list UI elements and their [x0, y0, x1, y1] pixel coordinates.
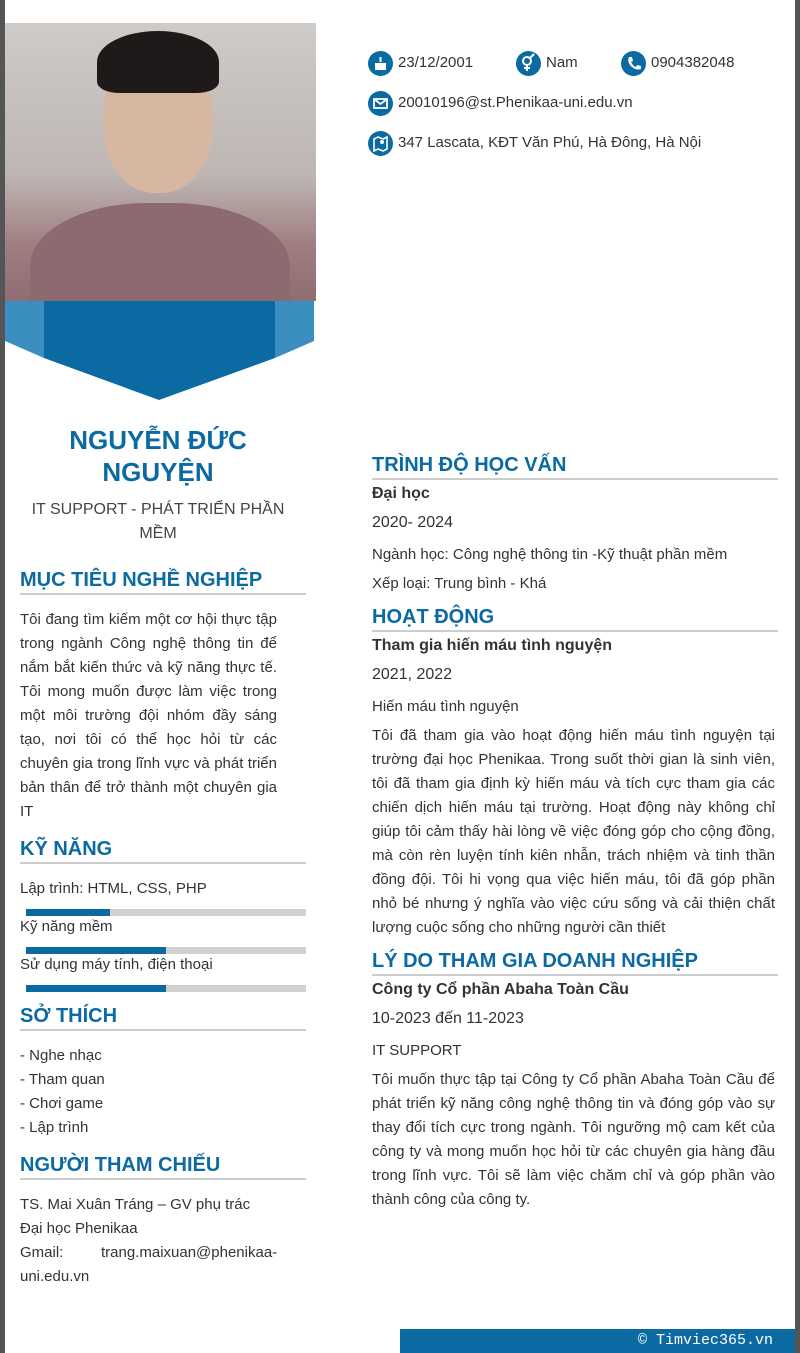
objective-text: Tôi đang tìm kiếm một cơ hội thực tập trong ngành Công nghệ thông tin để nắm bắt kiến thức và kỹ năng thực tế. Tôi mong muốn được làm việc trong một môi trường đội nhóm đầy sáng tạo, nơi tôi có thể học hỏi từ các chuyên gia trong lĩnh vực và phát triển bản thân để trở thành một chuyên gia IT — [20, 611, 277, 820]
email-address: 20010196@st.Phenikaa-uni.edu.vn — [398, 94, 633, 111]
reference-email-label: Gmail: — [20, 1244, 64, 1261]
skills-heading: KỸ NĂNG — [20, 836, 306, 864]
hobby-item: - Lập trình — [20, 1119, 89, 1136]
activity-role: Hiến máu tình nguyện — [372, 698, 519, 715]
page-right-edge — [795, 0, 800, 1353]
skill-label: Lập trình: HTML, CSS, PHP — [20, 880, 207, 897]
reason-period: 10-2023 đến 11-2023 — [372, 1010, 524, 1027]
reference-heading: NGƯỜI THAM CHIẾU — [20, 1152, 306, 1180]
reason-heading: LÝ DO THAM GIA DOANH NGHIỆP — [372, 948, 778, 976]
footer-copyright[interactable]: © Timviec365.vn — [400, 1329, 795, 1353]
phone-number: 0904382048 — [651, 54, 735, 71]
hobby-item: - Chơi game — [20, 1095, 104, 1112]
profile-photo — [5, 23, 316, 301]
address: 347 Lascata, KĐT Văn Phú, Hà Đông, Hà Nội — [398, 134, 702, 151]
birthday-cake-icon — [368, 51, 393, 76]
objective-heading: MỤC TIÊU NGHỀ NGHIỆP — [20, 567, 306, 595]
education-heading: TRÌNH ĐỘ HỌC VẤN — [372, 452, 778, 480]
email-icon — [368, 91, 393, 116]
birthdate: 23/12/2001 — [398, 54, 474, 71]
skill-bar-fill — [26, 985, 166, 992]
ribbon-banner — [5, 301, 314, 401]
candidate-title: IT SUPPORT - PHÁT TRIỂN PHẦN MỀM — [31, 501, 285, 542]
gender: Nam — [546, 54, 578, 71]
hobby-item: - Tham quan — [20, 1071, 105, 1088]
reference-email: trang.maixuan@phenikaa- — [101, 1244, 278, 1261]
reference-email-cont: uni.edu.vn — [20, 1268, 90, 1285]
phone-icon — [621, 51, 646, 76]
reason-description: Tôi muốn thực tập tại Công ty Cổ phần Abaha Toàn Cầu để phát triển kỹ năng công nghệ thông tin và đóng góp vào sự thay đổi tích cực trong ngành. Tôi ngưỡng mộ cam kết của công ty và mong muốn học hỏi từ các chuyên gia hàng đầu trong lĩnh vực. Tôi sẽ làm việc chăm chỉ và góp phần vào thành công của công ty. — [372, 1071, 775, 1208]
gender-icon — [516, 51, 541, 76]
hobby-item: - Nghe nhạc — [20, 1047, 102, 1064]
hobbies-heading: SỞ THÍCH — [20, 1003, 306, 1031]
skill-bar — [26, 985, 306, 992]
reference-organization: Đại học Phenikaa — [20, 1220, 138, 1237]
skill-label: Kỹ năng mềm — [20, 918, 113, 935]
education-school: Đại học — [372, 485, 430, 502]
reason-position: IT SUPPORT — [372, 1042, 462, 1059]
activity-period: 2021, 2022 — [372, 666, 453, 683]
activities-heading: HOẠT ĐỘNG — [372, 604, 778, 632]
reference-name: TS. Mai Xuân Tráng – GV phụ trác — [20, 1196, 251, 1213]
photo-shirt — [30, 203, 290, 301]
education-grade: Xếp loại: Trung bình - Khá — [372, 575, 547, 592]
map-location-icon — [368, 131, 393, 156]
skill-label: Sử dụng máy tính, điện thoại — [20, 956, 213, 973]
education-major: Ngành học: Công nghệ thông tin -Kỹ thuật phần mềm — [372, 546, 728, 563]
activity-title: Tham gia hiến máu tình nguyện — [372, 637, 613, 654]
activity-description: Tôi đã tham gia vào hoạt động hiến máu tình nguyện tại trường đại học Phenikaa. Trong suốt thời gian là sinh viên, tôi đã tham gia định kỳ hiến máu và tích cực tham gia các chiến dịch hiến máu tại trường. Hoạt động này không chỉ giúp tôi cảm thấy hài lòng về việc đóng góp cho cộng đồng, mà còn rèn luyện tính kiên nhẫn, trách nhiệm và tinh thần đồng đội. Tôi hi vọng qua việc hiến máu, tôi đã góp phần nhỏ bé nhưng ý nghĩa vào việc cứu sống và cải thiện chất lượng cuộc sống cho những người cần thiết — [372, 727, 775, 936]
education-period: 2020- 2024 — [372, 514, 453, 531]
candidate-name: NGUYỄN ĐỨC NGUYỆN — [69, 425, 247, 487]
photo-hair — [97, 31, 219, 93]
reason-company: Công ty Cổ phần Abaha Toàn Cầu — [372, 981, 629, 998]
